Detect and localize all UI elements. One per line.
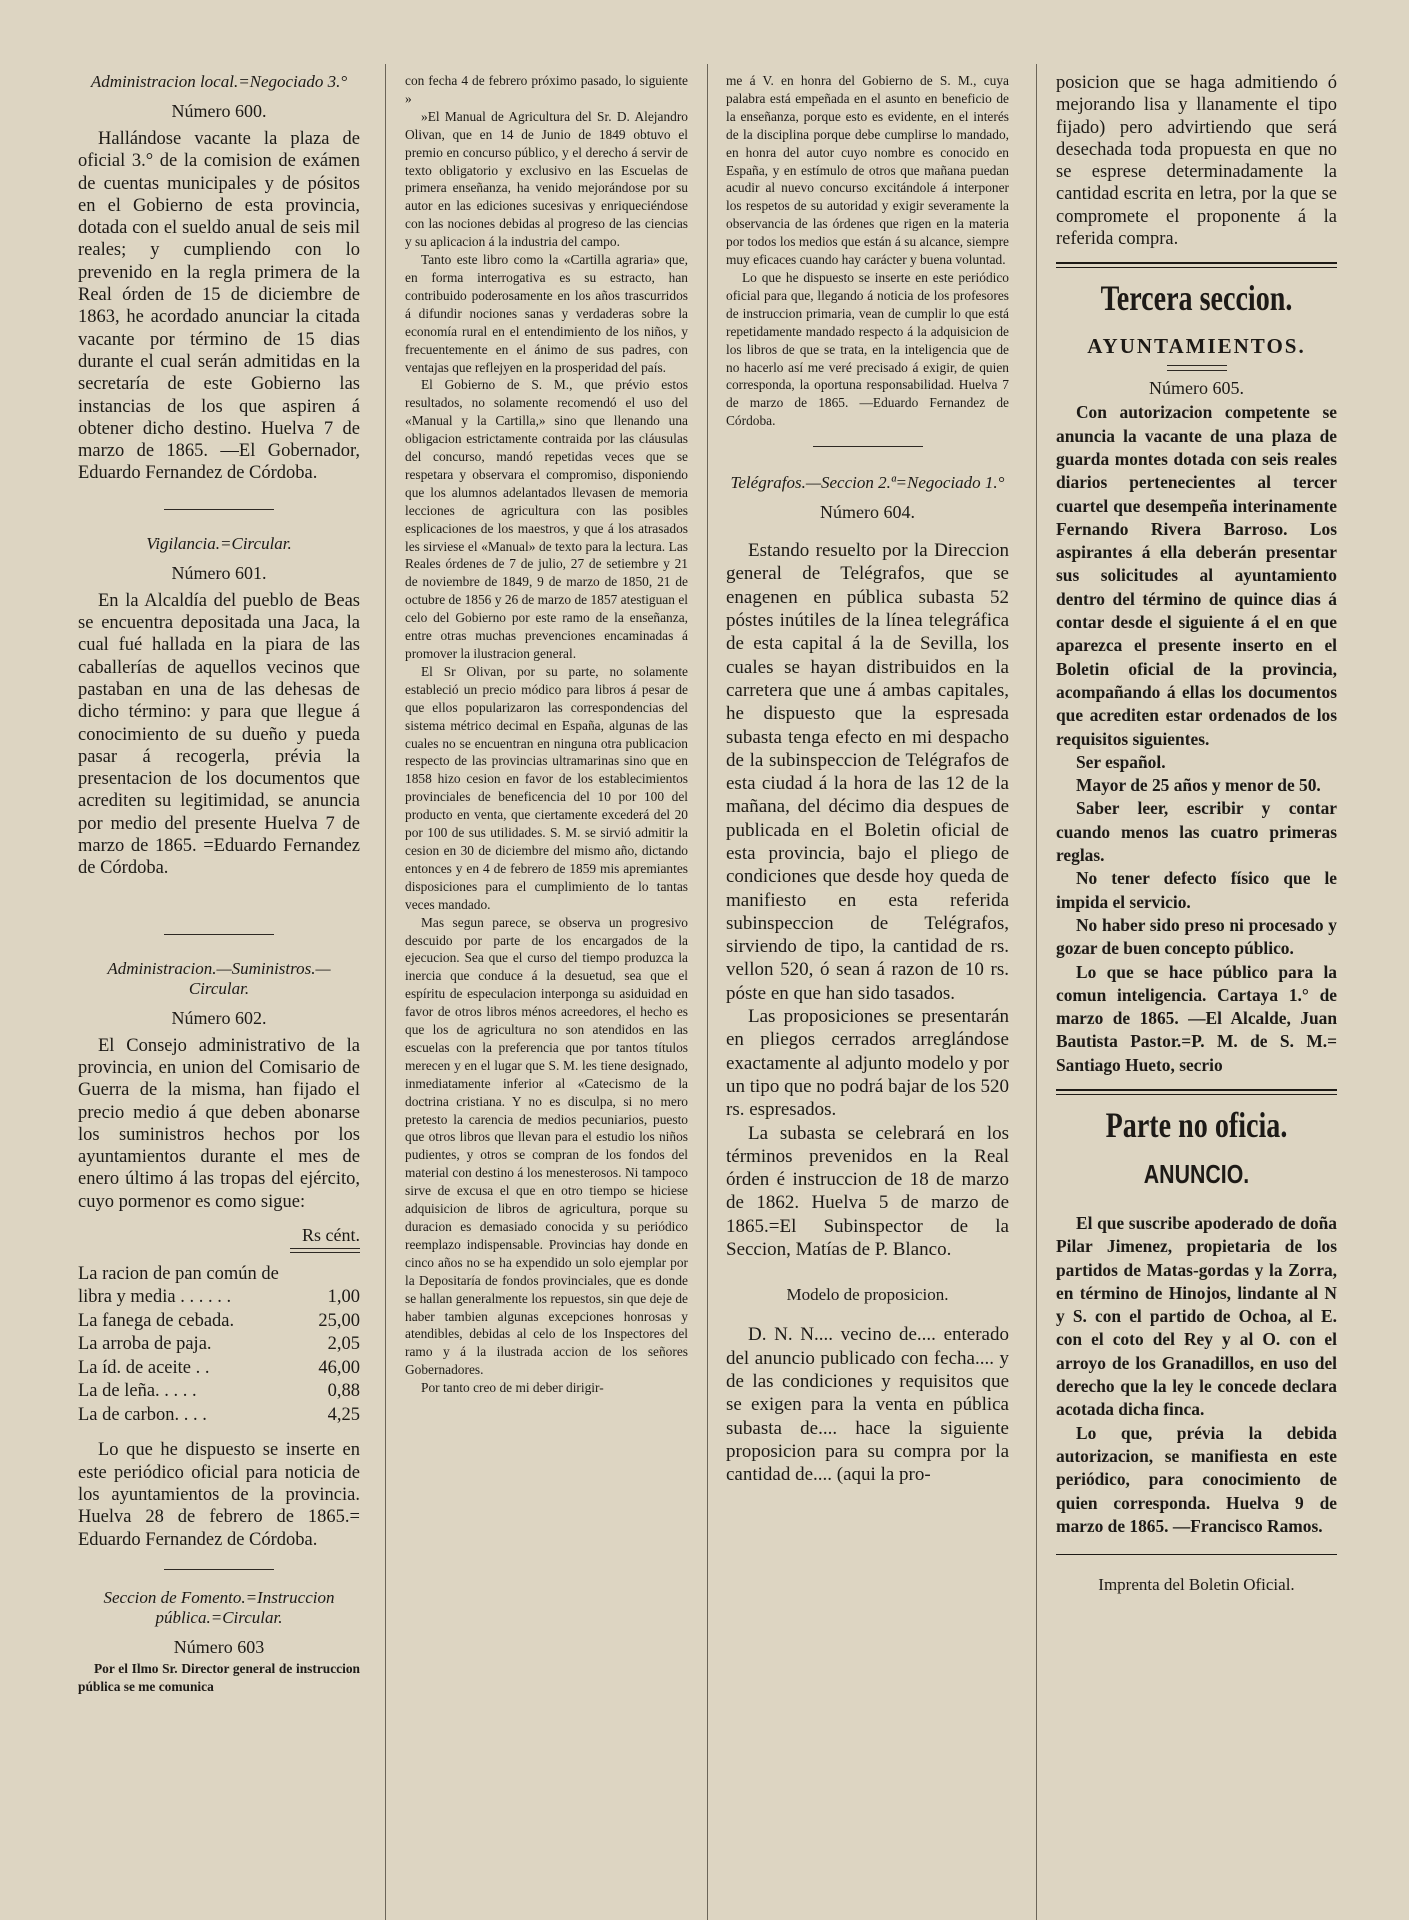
notice-body: Lo que he dispuesto se inserte en este periódico oficial para noticia de los ayuntamientos de la provincia. Huelva 28 de febrero de 1865.= Eduardo Fernandez de Córdoba. [78, 1440, 360, 1550]
column-3 [726, 72, 1009, 1920]
paragraph: El Gobierno de S. M., que prévio estos resultados, no solamente recomendó el uso del «Manual y la Cartilla,» sino que llenando una obligacion estrictamente contraida por las cláusulas del concurso, mandó repetidas veces que se respetara y observara el compromiso, disponiendo que los alumnos adelantados llevasen de memoria lecciones de agricultura con las posibles esplicaciones de los maestros, y que á los atrasados les sirviese el «Manual» de texto para la lectura. Las Reales órdenes de 7 de julio, 27 de setiembre y 21 de noviembre de 1849, 9 de marzo de 1850, 21 de octubre de 1856 y 26 de marzo de 1857 atestiguan el celo del Gobierno por este ramo de la enseñanza, entre otras muchas prevenciones encaminadas á promover la ilustracion general. [405, 377, 688, 661]
price-label: La fanega de cebada. [78, 1310, 235, 1331]
column-divider [1036, 64, 1037, 1920]
section-heading: Telégrafos.—Seccion 2.ª=Negociado 1.° [730, 473, 1005, 493]
price-value: 0,88 [327, 1381, 360, 1402]
section-heading: Administracion local.=Negociado 3.° [90, 72, 348, 91]
price-value: 25,00 [318, 1310, 360, 1331]
price-label: La racion de pan común de libra y media . . . . . . [78, 1263, 279, 1308]
price-value: 2,05 [327, 1334, 360, 1355]
notice-body: Con autorizacion competente se anuncia la vacante de una plaza de guarda montes dotada con seis reales diarios pertenecientes al tercer cuartel que desempeña interinamente Fernando Rivera Barroso. Los aspirantes á ella deberán presentar sus solicitudes al ayuntamiento dentro del término de quince dias á contar desde el siguiente á el en que aparezca el presente inserto en el Boletin oficial de la provincia, acompañando á ellas los documentos que acrediten estar ordenados de los requisitos siguientes. [1056, 402, 1337, 749]
column-1 [78, 72, 360, 1920]
paragraph: Por tanto creo de mi deber dirigir- [421, 1380, 604, 1396]
thick-rule [1056, 1089, 1337, 1095]
notice-body: El que suscribe apoderado de doña Pilar Jimenez, propietaria de los partidos de Matas-gordas y la Zorra, en término de Hinojos, lindante al N y S. con el partido de Ochoa, al E. con el coto del Rey y al O. con el arroyo de los Granadillos, en uso del derecho que la ley le concede declara acotada dicha finca. [1056, 1212, 1337, 1420]
paragraph: »El Manual de Agricultura del Sr. D. Alejandro Olivan, que en 14 de Junio de 1849 obtuvo el premio en concurso público, y el derecho á servir de texto obligatorio y exclusivo en las Escuelas de primera enseñanza, ha venido mejorándose por su autor en las ediciones sucesivas y enriqueciéndose con las nociones debidas al progreso de las ciencias y su aplicacion á la industria del campo. [405, 108, 688, 250]
table-row [78, 1333, 360, 1357]
notice-body: Hallándose vacante la plaza de oficial 3.° de la comision de exámen de cuentas municipales y de pósitos en el Gobierno de esta provincia, dotada con el sueldo anual de seis mil reales; y cumpliendo con lo prevenido en la regla primera de la Real órden de 15 de diciembre de 1863, he acordado anunciar la citada vacante por término de 15 dias durante el cual serán admitidas en la secretaría de este Gobierno las instancias de los que aspiren á obtener dicho destino. Huelva 7 de marzo de 1865. —El Gobernador, Eduardo Fernandez de Córdoba. [78, 129, 360, 484]
separator [164, 934, 274, 935]
announcement-title: ANUNCIO. [1143, 1158, 1250, 1189]
notice-body: La subasta se celebrará en los términos prevenidos en la Real órden é instruccion de 18 de marzo de 1862. Huelva 5 de marzo de 1865.=El Subinspector de la Seccion, Matías de P. Blanco. [726, 1122, 1009, 1261]
price-value: 4,25 [327, 1404, 360, 1425]
notice-number: Número 602. [171, 1007, 267, 1028]
notice-body: Por el Ilmo Sr. Director general de instruccion pública se me comunica [78, 1660, 360, 1694]
printer-imprint: Imprenta del Boletin Oficial. [1098, 1575, 1295, 1595]
price-label: La arroba de paja. [78, 1334, 212, 1355]
separator [813, 446, 923, 447]
section-heading: Vigilancia.=Circular. [146, 533, 292, 553]
paragraph: El Sr Olivan, por su parte, no solamente estableció un precio módico para libros á pesar de que ellos popularizaron las correspondencias del sistema métrico decimal en España, algunas de las cuales no se encuentran en ninguna otra publicacion respecto de las provincias ultramarinas sino que en 1858 hizo cesion en favor de los establecimientos provinciales de beneficencia del 10 por 100 del producto en venta, que ciertamente excederá del 20 por 100 de sus utilidades. S. M. se sirvió admitir la cesion en 30 de diciembre del mismo año, dictando entonces y en 4 de febrero de 1859 mis apremiantes disposiciones para el cumplimiento de lo tantas veces mandado. [405, 663, 688, 912]
column-2 [405, 72, 688, 1920]
price-value: 46,00 [318, 1357, 360, 1378]
column-divider [707, 64, 708, 1920]
section-title: Parte no oficia. [1105, 1104, 1288, 1145]
table-row [78, 1263, 360, 1310]
notice-number: Número 605. [1149, 378, 1244, 399]
subsection-title: AYUNTAMIENTOS. [1087, 334, 1306, 359]
table-row [78, 1310, 360, 1334]
price-label: La íd. de aceite . . [78, 1357, 210, 1378]
price-label: La de leña. . . . . [78, 1381, 197, 1402]
notice-number: Número 601. [171, 562, 267, 583]
table-row [78, 1404, 360, 1428]
notice-body: Las proposiciones se presentarán en pliegos cerrados arreglándose exactamente al adjunto modelo y por un tipo que no podrá bajar de los 520 rs. espresados. [726, 1006, 1009, 1121]
bottom-rule [1056, 1554, 1337, 1555]
paragraph: posicion que se haga admitiendo ó mejorando lisa y llanamente el tipo fijado) pero advirtiendo que será desechada toda propuesta en que no se esprese determinadamente la cantidad escrita en letra, por la que se compromete el proponente á la referida compra. [1056, 73, 1337, 250]
separator [164, 1569, 274, 1570]
section-heading: Seccion de Fomento.=Instruccion pública.=Circular. [103, 1587, 335, 1627]
requirement: Saber leer, escribir y contar cuando menos las cuatro primeras reglas. [1056, 798, 1337, 866]
section-title: Tercera seccion. [1100, 278, 1293, 319]
notice-body: Estando resuelto por la Direccion general de Telégrafos, que se enagenen en pública subasta 52 póstes inútiles de la línea telegráfica de esta capital á la de Sevilla, los cuales se hayan distribuidos en la carretera que une á ambas capitales, he dispuesto que la espresada subasta tenga efecto en mi despacho de la subinspeccion de Telégrafos de esta ciudad á la hora de las 12 de la mañana, del décimo dia despues de publicada en el Boletin oficial de esta provincia, bajo el pliego de condiciones que desde hoy queda de manifiesto en esta referida subinspeccion de Telégrafos, sirviendo de tipo, la cantidad de rs. vellon 520, ó sean á razon de 10 rs. póste en que han sido tasados. [726, 540, 1009, 1004]
notice-body: El Consejo administrativo de la provincia, en union del Comisario de Guerra de la misma, han fijado el precio medio á que deben abonarse los suministros hechos por los ayuntamientos durante el mes de enero último á las tropas del ejército, cuyo pormenor es como sigue: [78, 1035, 360, 1212]
paragraph: Mas segun parece, se observa un progresivo descuido por parte de los encargados de la ejecucion. Sea que el curso del tiempo produzca la inercia que conduce á la desuetud, sea que el espíritu de especulacion interponga su asiduidad en favor de otros libros ménos acreedores, el hecho es que los de agricultura no son atendidos en las escuelas con la preferencia que por tantos títulos merecen y en el lugar que S. M. les tiene designado, inmediatamente inferior al «Catecismo de la doctrina cristiana. Y no es disculpa, si no mero pretesto la carencia de medios pecuniarios, puesto que otros libros que llevan para el estudio los niños pudientes, y otros se compran de los fondos del material con destino á los menesterosos. Ni tampoco sirve de excusa el que en otro tiempo se hiciese adquisicion de libros de agricultura, porque su duracion es demasiado conocida y su periódico reemplazo indispensable. Provincias hay donde en cinco años no se ha expendido un solo ejemplar por la Depositaría de fondos provinciales, que es donde se hallan generalmente los repuestos, sin que deje de haber tambien algunas excepciones honrosas y atendibles, debidas al celo de los Inspectores del ramo y á la ilustrada accion de los señores Gobernadores. [405, 914, 688, 1378]
notice-number: Número 603 [173, 1636, 265, 1657]
requirement: No tener defecto físico que le impida el servicio. [1056, 868, 1337, 912]
notice-body: En la Alcaldía del pueblo de Beas se encuentra depositada una Jaca, la cual fué hallada en la piara de las caballerías de aquellos vecinos que pastaban en una de las dehesas de dicho término: y para que llegue á conocimiento de su dueño y pueda pasar á recogerla, prévia la presentacion de los documentos que acrediten su legitimidad, se anuncia por medio del presente Huelva 7 de marzo de 1865. =Eduardo Fernandez de Córdoba. [78, 590, 360, 879]
paragraph: Tanto este libro como la «Cartilla agraria» que, en forma interrogativa es su estracto, han contribuido poderosamente en los años trascurridos á difundir nociones sanas y verdaderas sobre la economía rural en el entendimiento de los niños, y frecuentemente en el ánimo de sus padres, con ventajas que reflejyen en la prosperidad del país. [405, 252, 688, 375]
column-4 [1056, 72, 1337, 1920]
paragraph: con fecha 4 de febrero próximo pasado, lo siguiente » [405, 73, 688, 106]
notice-body: Lo que, prévia la debida autorizacion, se manifiesta en este periódico, para conocimiento de quien corresponda. Huelva 9 de marzo de 1865. —Francisco Ramos. [1056, 1422, 1337, 1536]
price-label: La de carbon. . . . [78, 1404, 207, 1425]
price-column-header: Rs cént. [302, 1224, 360, 1245]
separator [164, 509, 274, 510]
notice-body: Lo que se hace público para la comun inteligencia. Cartaya 1.° de marzo de 1865. —El Alcalde, Juan Bautista Pastor.=P. M. de S. M.= Santiago Hueto, secrio [1056, 961, 1337, 1075]
table-row [78, 1357, 360, 1381]
thick-rule [1056, 262, 1337, 268]
requirement: Ser español. [1076, 751, 1166, 772]
paragraph: me á V. en honra del Gobierno de S. M., cuya palabra está empeñada en el asunto en beneficio de la enseñanza, porque esto es evidente, en el interés de la disciplina porque debe cumplirse lo mandado, en honra del autor cuyo nombre es conocido en España, y en estímulo de otros que mañana puedan acudir al nuevo concurso excitándole á interponer los respetos de su autoridad y exigir severamente la observancia de las órdenes que rigen en la materia por todos los medios que están á su alcance, siempre muy eficaces cuando hay carácter y buena voluntad. [726, 73, 1009, 268]
notice-body: D. N. N.... vecino de.... enterado del anuncio publicado con fecha.... y de las condiciones y requisitos que se exigen para la venta en pública subasta de.... hace la siguiente proposicion para su compra por la cantidad de.... (aqui la pro- [726, 1324, 1009, 1486]
price-table [78, 1263, 360, 1428]
requirement: Mayor de 25 años y menor de 50. [1076, 775, 1321, 796]
requirement: No haber sido preso ni procesado y gozar de buen concepto público. [1056, 914, 1337, 959]
model-heading: Modelo de proposicion. [786, 1285, 949, 1305]
column-divider [385, 64, 386, 1920]
notice-number: Número 600. [171, 101, 267, 121]
double-rule [1167, 365, 1227, 371]
paragraph: Lo que he dispuesto se inserte en este periódico oficial para que, llegando á noticia de los profesores de instruccion primaria, vean de cumplir lo que está repetidamente mandado respecto á la adquisicion de los libros de que se trata, en la inteligencia que de no hacerlo así me veré precisado á exigir, de quien corresponda, la oportuna responsabilidad. Huelva 7 de marzo de 1865. —Eduardo Fernandez de Córdoba. [726, 269, 1009, 429]
section-heading: Administracion.—Suministros.—Circular. [107, 958, 331, 998]
notice-number: Número 604. [820, 502, 915, 523]
price-value: 1,00 [327, 1287, 360, 1308]
table-row [78, 1380, 360, 1404]
double-rule [290, 1248, 360, 1253]
